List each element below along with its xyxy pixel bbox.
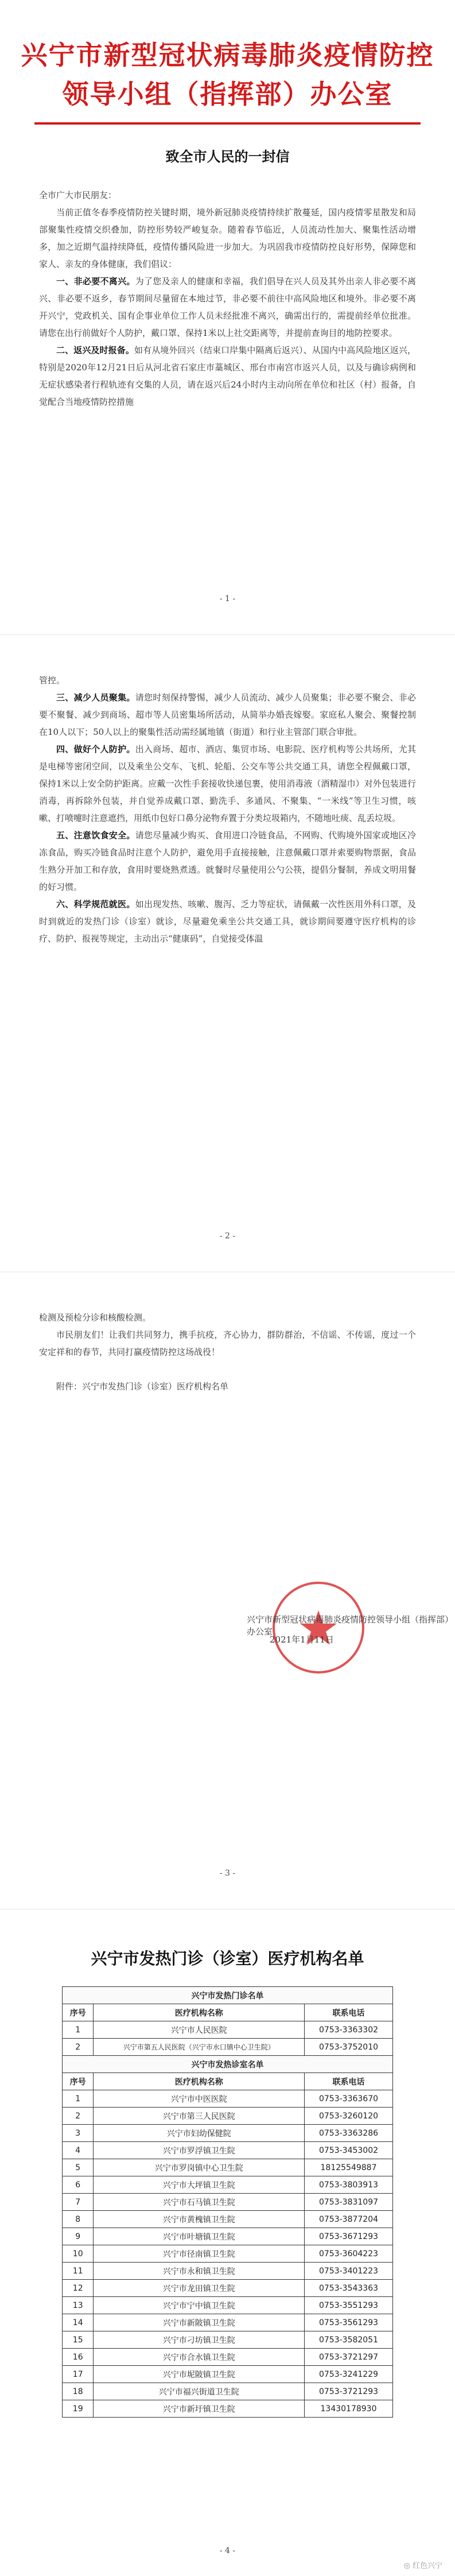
- row-no: 11: [63, 2263, 94, 2280]
- row-phone: 0753-3241229: [305, 2366, 393, 2383]
- table-row: [63, 2125, 393, 2142]
- row-name: 兴宁市宁中镇卫生院: [94, 2297, 305, 2314]
- row-no: 13: [63, 2297, 94, 2314]
- paragraph: 检测及预检分诊和核酸检测。: [39, 1312, 151, 1323]
- col-header: 序号: [63, 2004, 94, 2021]
- table-row: [63, 2142, 393, 2159]
- table-row: [63, 2090, 393, 2108]
- row-name: 兴宁市人民医院: [94, 2021, 305, 2039]
- table-row: [63, 2039, 393, 2056]
- section-heading: 五、注意饮食安全。: [56, 830, 135, 840]
- table-row: [63, 2400, 393, 2418]
- row-no: 4: [63, 2142, 94, 2159]
- page-1: [0, 0, 455, 632]
- page-number: - 1 -: [219, 594, 236, 603]
- hospital-table: [62, 1986, 393, 2418]
- row-no: 2: [63, 2039, 94, 2056]
- row-phone: 0753-3551293: [305, 2297, 393, 2314]
- row-phone: 0753-3721293: [305, 2383, 393, 2400]
- section-text: 为了您及亲人的健康和幸福，我们倡导在兴人员及其外出亲人非必要不离兴、非必要不返乡，春节期间尽量留在本地过节，非必要不前往中高风险地区和境外。非必要不离开兴宁，党政机关、国有企事业单位工作人员未经批准不离兴，确需出行的，需提前经单位批准。请您在出行前做好个人防护，戴口罩、保持1米以上社交距离等，并提前查询目的地防控要求。: [39, 276, 416, 338]
- row-name: 兴宁市中医医院: [94, 2090, 305, 2108]
- row-no: 5: [63, 2159, 94, 2176]
- table-row: [63, 2263, 393, 2280]
- row-no: 1: [63, 2021, 94, 2039]
- section-text: 出入商场、超市、酒店、集贸市场、电影院、医疗机构等公共场所，尤其是电梯等密闭空间，以及乘坐公交车、飞机、轮船、公交车等公共交通工具，请您全程佩戴口罩，保持1米以上安全防护距离。应戴一次性手套接收快递包裹，使用消毒液（酒精湿巾）对外包装进行消毒，再拆除外包装，并自觉养成戴口罩、勤洗手、多通风、不聚集、“一米线”等卫生习惯，咳嗽、打喷嚏时注意遮挡，用纸巾包好口鼻分泌物弃置于分类垃圾箱内，不随地吐痰、乱丢垃圾。: [39, 744, 416, 823]
- row-no: 8: [63, 2211, 94, 2228]
- list-title: 兴宁市发热门诊（诊室）医疗机构名单: [91, 1949, 364, 1968]
- table-row: [63, 2331, 393, 2349]
- page-number: - 3 -: [219, 1869, 236, 1878]
- page-4: [0, 1912, 455, 2576]
- section-heading: 六、科学规范就医。: [56, 899, 135, 909]
- row-no: 10: [63, 2245, 94, 2263]
- watermark-text: 红色兴宁: [412, 2562, 442, 2570]
- paragraph: [39, 827, 416, 896]
- section-text: 如有从境外回兴（结束口岸集中隔离后返兴）、从国内中高风险地区返兴，特别是2020年12月21日后从河北省石家庄市藁城区、邢台市南宫市返兴人员，以及与确诊病例和无症状感染者行程轨迹有交集的人员，请在返兴后24小时内主动向所在单位和社区（村）报备，自觉配合当地疫情防控措施: [39, 345, 416, 407]
- page-divider: [0, 634, 455, 635]
- row-name: 兴宁市永和镇卫生院: [94, 2263, 305, 2280]
- row-phone: 0753-3721297: [305, 2349, 393, 2366]
- row-phone: 0753-3260120: [305, 2108, 393, 2125]
- letter-title: 致全市人民的一封信: [165, 148, 290, 165]
- row-no: 12: [63, 2280, 94, 2297]
- page3-body: [39, 1309, 416, 1395]
- page-3: [0, 1275, 455, 1906]
- section-heading: 四、做好个人防护。: [56, 744, 135, 754]
- row-name: 兴宁市坭陂镇卫生院: [94, 2366, 305, 2383]
- row-name: 兴宁市径南镇卫生院: [94, 2245, 305, 2263]
- row-no: 19: [63, 2400, 94, 2418]
- page1-body: [39, 187, 416, 410]
- row-phone: 0753-3363286: [305, 2125, 393, 2142]
- row-no: 18: [63, 2383, 94, 2400]
- row-name: 兴宁市大坪镇卫生院: [94, 2176, 305, 2194]
- paragraph: 市民朋友们！让我们共同努力，携手抗疫，齐心协力，群防群治，不信谣、不传谣，度过一个安定祥和的春节，共同打赢疫情防控这场战役！: [39, 1330, 416, 1357]
- row-name: 兴宁市新圩镇卫生院: [94, 2400, 305, 2418]
- row-name: 兴宁市妇幼保健院: [94, 2125, 305, 2142]
- row-phone: 0753-3363302: [305, 2021, 393, 2039]
- signature-org: 兴宁市新型冠状病毒肺炎疫情防控领导小组（指挥部）办公室: [247, 1614, 454, 1637]
- col-header: 联系电话: [305, 2004, 393, 2021]
- row-phone: 0753-3877204: [305, 2211, 393, 2228]
- paragraph: [39, 273, 416, 342]
- col-header: 医疗机构名称: [94, 2004, 305, 2021]
- header-line-2: 领导小组（指挥部）办公室: [62, 79, 393, 110]
- row-name: 兴宁市第三人民医院: [94, 2108, 305, 2125]
- section-text: 请您尽量减少购买、食用进口冷链食品，不网购、代购境外国家或地区冷冻食品，购买冷链食品时注意个人防护，避免用手直接接触，注意佩戴口罩并索要购物票据，食品生熟分开加工和存放，食用时要烧熟煮透。就餐时尽量使用公勺公筷，提倡分餐制，养成文明用餐的好习惯。: [39, 830, 416, 892]
- row-phone: 0753-3831097: [305, 2194, 393, 2211]
- row-name: 兴宁市石马镇卫生院: [94, 2194, 305, 2211]
- section-heading: 三、减少人员聚集。: [56, 692, 135, 703]
- table-row: [63, 2211, 393, 2228]
- row-name: 兴宁市罗岗镇中心卫生院: [94, 2159, 305, 2176]
- table-row: [63, 2176, 393, 2194]
- row-name: 兴宁市第五人民医院（兴宁市水口镇中心卫生院）: [94, 2039, 305, 2056]
- salutation: 全市广大市民朋友：: [39, 190, 117, 200]
- col-header: 联系电话: [305, 2073, 393, 2090]
- row-no: 15: [63, 2331, 94, 2349]
- signature-date: 2021年1月11日: [270, 1634, 334, 1645]
- row-name: 兴宁市龙田镇卫生院: [94, 2280, 305, 2297]
- table-row: [63, 2314, 393, 2331]
- row-phone: 0753-3604223: [305, 2245, 393, 2263]
- section-text: 请您时刻保持警惕，减少人员流动、减少人员聚集；非必要不聚会、非必要不聚餐、减少到商场、超市等人员密集场所活动，从简举办婚丧嫁娶。家庭私人聚会、聚餐控制在10人以下；50人以上的聚集性活动需经属地镇（街道）和行业主管部门联合审批。: [39, 692, 416, 737]
- paragraph: [39, 342, 416, 410]
- row-phone: 0753-3401223: [305, 2263, 393, 2280]
- row-no: 2: [63, 2108, 94, 2125]
- row-name: 兴宁市罗浮镇卫生院: [94, 2142, 305, 2159]
- table-row: [63, 2349, 393, 2366]
- page2-body: [39, 672, 416, 947]
- paragraph: [39, 896, 416, 947]
- row-no: 7: [63, 2194, 94, 2211]
- row-phone: 0753-3803913: [305, 2176, 393, 2194]
- table-row: [63, 2108, 393, 2125]
- table-row: [63, 2297, 393, 2314]
- group-title: 兴宁市发热门诊名单: [63, 1987, 393, 2004]
- table-row: [63, 2245, 393, 2263]
- section-heading: 二、返兴及时报备。: [56, 345, 134, 355]
- row-phone: 0753-3671293: [305, 2228, 393, 2245]
- row-name: 兴宁市刁坊镇卫生院: [94, 2331, 305, 2349]
- red-rule: [34, 122, 421, 125]
- group-title: 兴宁市发热诊室名单: [63, 2056, 393, 2073]
- section-heading: 一、非必要不离兴。: [56, 276, 135, 286]
- header-line-1: 兴宁市新型冠状病毒肺炎疫情防控: [21, 40, 434, 71]
- paragraph: [39, 741, 416, 827]
- row-name: 兴宁市福兴街道卫生院: [94, 2383, 305, 2400]
- row-no: 9: [63, 2228, 94, 2245]
- table-row: [63, 2021, 393, 2039]
- paragraph: 当前正值冬春季疫情防控关键时期，境外新冠肺炎疫情持续扩散蔓延，国内疫情零星散发和局部聚集性疫情交织叠加，防控形势较严峻复杂。随着春节临近，人员流动性加大、聚集性活动增多，加之近期气温持续降低，疫情传播风险进一步加大。为巩固我市疫情防控良好形势，保障您和家人、亲友的身体健康，我们倡议：: [39, 207, 416, 269]
- row-no: 17: [63, 2366, 94, 2383]
- row-phone: 0753-3752010: [305, 2039, 393, 2056]
- row-name: 兴宁市新陂镇卫生院: [94, 2314, 305, 2331]
- table-row: [63, 2366, 393, 2383]
- row-phone: 0753-3561293: [305, 2314, 393, 2331]
- row-no: 16: [63, 2349, 94, 2366]
- table-row: [63, 2280, 393, 2297]
- row-phone: 0753-3453002: [305, 2142, 393, 2159]
- row-no: 1: [63, 2090, 94, 2108]
- watermark: [404, 2559, 443, 2570]
- table-row: [63, 2194, 393, 2211]
- row-name: 兴宁市黄槐镇卫生院: [94, 2211, 305, 2228]
- table-row: [63, 2228, 393, 2245]
- table-row: [63, 2159, 393, 2176]
- row-no: 6: [63, 2176, 94, 2194]
- section-text: 如出现发热、咳嗽、腹泻、乏力等症状，请佩戴一次性医用外科口罩，及时到就近的发热门诊（诊室）就诊，尽量避免乘坐公共交通工具，就诊期间要遵守医疗机构的诊疗、防护、报视等规定，主动出示“健康码”，自觉接受体温: [39, 899, 416, 944]
- col-header: 序号: [63, 2073, 94, 2090]
- row-phone: 0753-3582051: [305, 2331, 393, 2349]
- page-number: - 4 -: [219, 2546, 236, 2555]
- col-header: 医疗机构名称: [94, 2073, 305, 2090]
- row-no: 3: [63, 2125, 94, 2142]
- row-phone: 13430178930: [305, 2400, 393, 2418]
- row-no: 14: [63, 2314, 94, 2331]
- paragraph: 管控。: [39, 675, 65, 685]
- attachment-line: 附件：兴宁市发热门诊（诊室）医疗机构名单: [56, 1381, 229, 1392]
- table-row: [63, 2383, 393, 2400]
- row-phone: 18125549887: [305, 2159, 393, 2176]
- paragraph: [39, 689, 416, 741]
- weibo-icon: ◎: [403, 2562, 410, 2570]
- row-phone: 0753-3363670: [305, 2090, 393, 2108]
- row-name: 兴宁市叶塘镇卫生院: [94, 2228, 305, 2245]
- page-2: [0, 637, 455, 1269]
- row-name: 兴宁市合水镇卫生院: [94, 2349, 305, 2366]
- row-phone: 0753-3543363: [305, 2280, 393, 2297]
- page-number: - 2 -: [219, 1231, 236, 1241]
